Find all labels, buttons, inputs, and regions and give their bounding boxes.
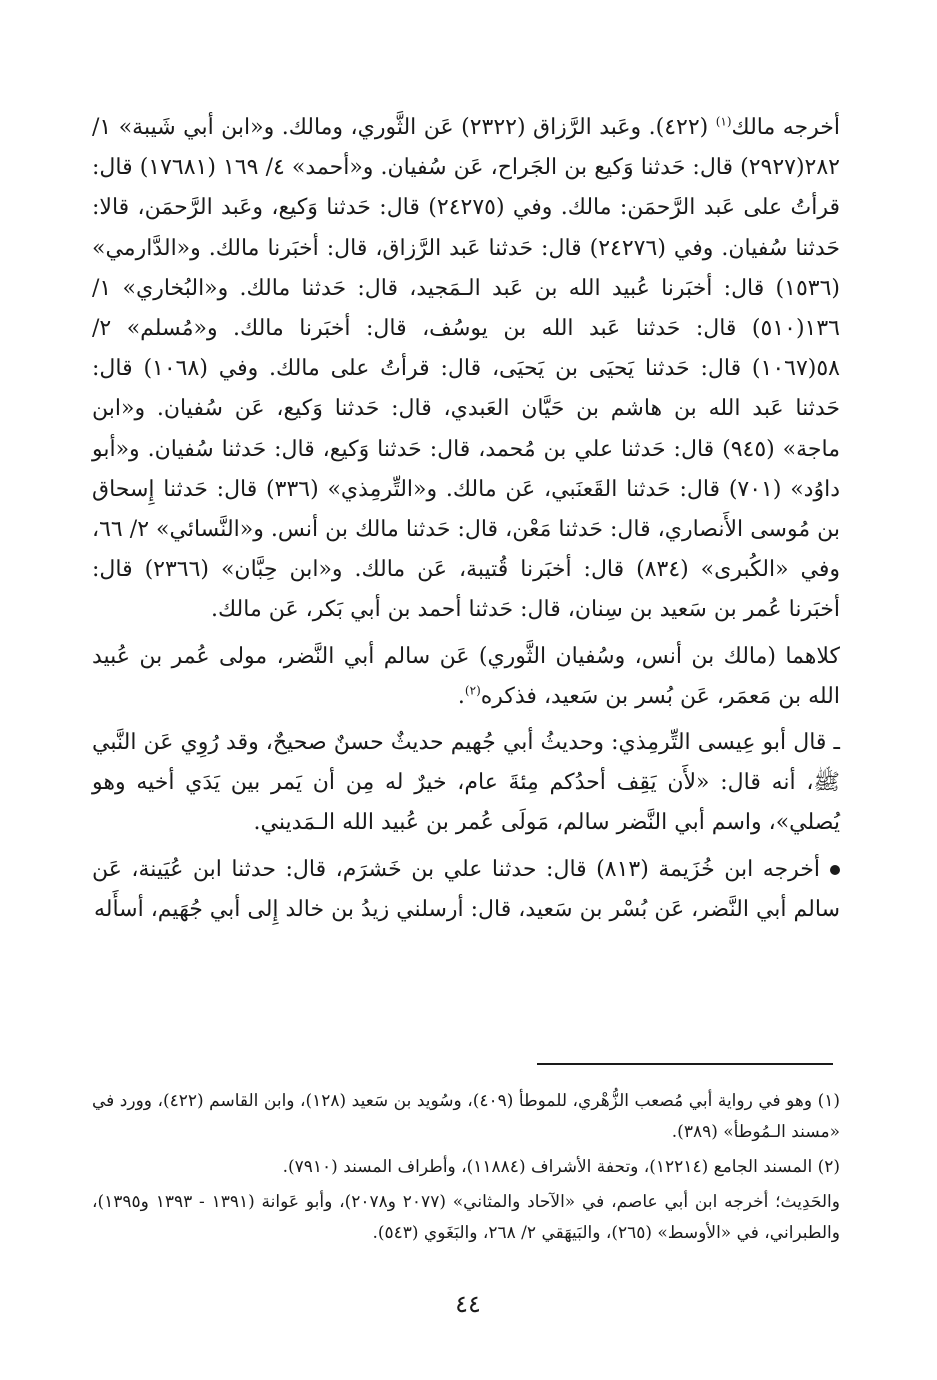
footnote-2: (٢) المسند الجامع (١٢٢١٤)، وتحفة الأشراف (١١٨٨٤)، وأطراف المسند (٧٩١٠). <box>282 1157 840 1177</box>
footnotes <box>92 1086 840 1253</box>
footnote-ref-1: (١) <box>715 114 732 129</box>
paragraph-4-text: أخرجه ابن خُزَيمة (٨١٣) قال: حدثنا علي بن خَشرَم، قال: حدثنا ابن عُيَينة، عَن سالم أبي النَّضر، عَن بُسْر بن سَعيد، قال: أرسلني زيدُ بن خالد إِلى أبي جُهَيم، أسأَله <box>92 856 840 922</box>
footnote-separator <box>537 1063 833 1065</box>
paragraph-1-rest: (٤٢٢). وعَبد الرَّزاق (٢٣٢٢) عَن الثَّوري، ومالك. و«ابن أبي شَيبة» ١/ ٢٨٢(٢٩٢٧) قال: حَدثنا وَكيع بن الجَراح، عَن سُفيان. و«أحمد» ٤/ ١٦٩ (١٧٦٨١) قال: قرأتُ على عَبد الرَّحمَن: مالك. وفي (٢٤٢٧٥) قال: حَدثنا وَكيع، وعَبد الرَّحمَن، قالا: حَدثنا سُفيان. وفي (٢٤٢٧٦) قال: حَدثنا عَبد الرَّزاق، قال: أخبَرنا مالك. و«الدَّارمي» (١٥٣٦) قال: أخبَرنا عُبيد الله بن عَبد الـمَجيد، قال: حَدثنا مالك. و«البُخاري» ١/ ١٣٦(٥١٠) قال: حَدثنا عَبد الله بن يوسُف، قال: أخبَرنا مالك. و«مُسلم» ٢/ ٥٨(١٠٦٧) قال: حَدثنا يَحيَى بن يَحيَى، قال: قرأتُ على مالك. وفي (١٠٦٨) قال: حَدثنا عَبد الله بن هاشم بن حَيَّان العَبدي، قال: حَدثنا وَكيع، عَن سُفيان. و«ابن ماجة» (٩٤٥) قال: حَدثنا علي بن مُحمد، قال: حَدثنا وَكيع، قال: حَدثنا سُفيان. و«أبو داوُد» (٧٠١) قال: حَدثنا القَعنَبي، عَن مالك. و«التِّرمِذي» (٣٣٦) قال: حَدثنا إِسحاق بن مُوسى الأَنصاري، قال: حَدثنا مَعْن، قال: حَدثنا مالك بن أنس. و«النَّسائي» ٢/ ٦٦، وفي «الكُبرى» (٨٣٤) قال: أخبَرنا قُتيبة، عَن مالك. و«ابن حِبَّان» (٢٣٦٦) قال: أخبَرنا عُمر بن سَعيد بن سِنان، قال: حَدثنا أحمد بن أبي بَكر، عَن مالك. <box>92 115 841 623</box>
page-number: ٤٤ <box>455 1290 481 1318</box>
paragraph-4 <box>92 850 840 930</box>
footnote-ref-2: (٢) <box>464 683 481 698</box>
paragraph-2-text: كلاهما (مالك بن أنس، وسُفيان الثَّوري) عَن سالم أبي النَّضر، مولى عُمر بن عُبيد الله بن مَعمَر، عَن بُسر بن سَعيد، فذكره <box>92 643 840 709</box>
footnote-3: والحَدِيث؛ أخرجه ابن أبي عاصم، في «الآحاد والمثاني» (٢٠٧٧ و٢٠٧٨)، وأبو عَوانة (١٣٩١ - ١٣٩٣ و١٣٩٥)، والطبراني، في «الأوسط» (٢٦٥)، والبَيهَقي ٢/ ٢٦٨، والبَغَوي (٥٤٣). <box>92 1192 840 1243</box>
paragraph-2-end: . <box>457 683 465 709</box>
main-text <box>92 108 840 936</box>
paragraph-3: ـ قال أبو عِيسى التِّرمِذي: وحديثُ أبي جُهيم حديثٌ حسنٌ صحيحٌ، وقد رُوِي عَن النَّبي ﷺ، أنه قال: «لأَن يَقِف أحدُكم مِئةَ عام، خيرٌ له مِن أن يَمر بين يَدَي أخيه وهو يُصلي»، واسم أبي النَّضر سالم، مَولَى عُمر بن عُبيد الله الـمَديني. <box>92 730 840 836</box>
bullet-icon <box>830 865 840 875</box>
paragraph-2 <box>92 637 840 717</box>
paragraph-1-start: أخرجه مالك <box>731 115 840 140</box>
paragraph-1 <box>92 108 840 631</box>
footnote-1: (١) وهو في رواية أبي مُصعب الزُّهْري، للموطأ (٤٠٩)، وسُويد بن سَعيد (١٢٨)، وابن القاسم (٤٢٢)، وورد في «مسند الـمُوطأ» (٣٨٩). <box>92 1091 840 1142</box>
